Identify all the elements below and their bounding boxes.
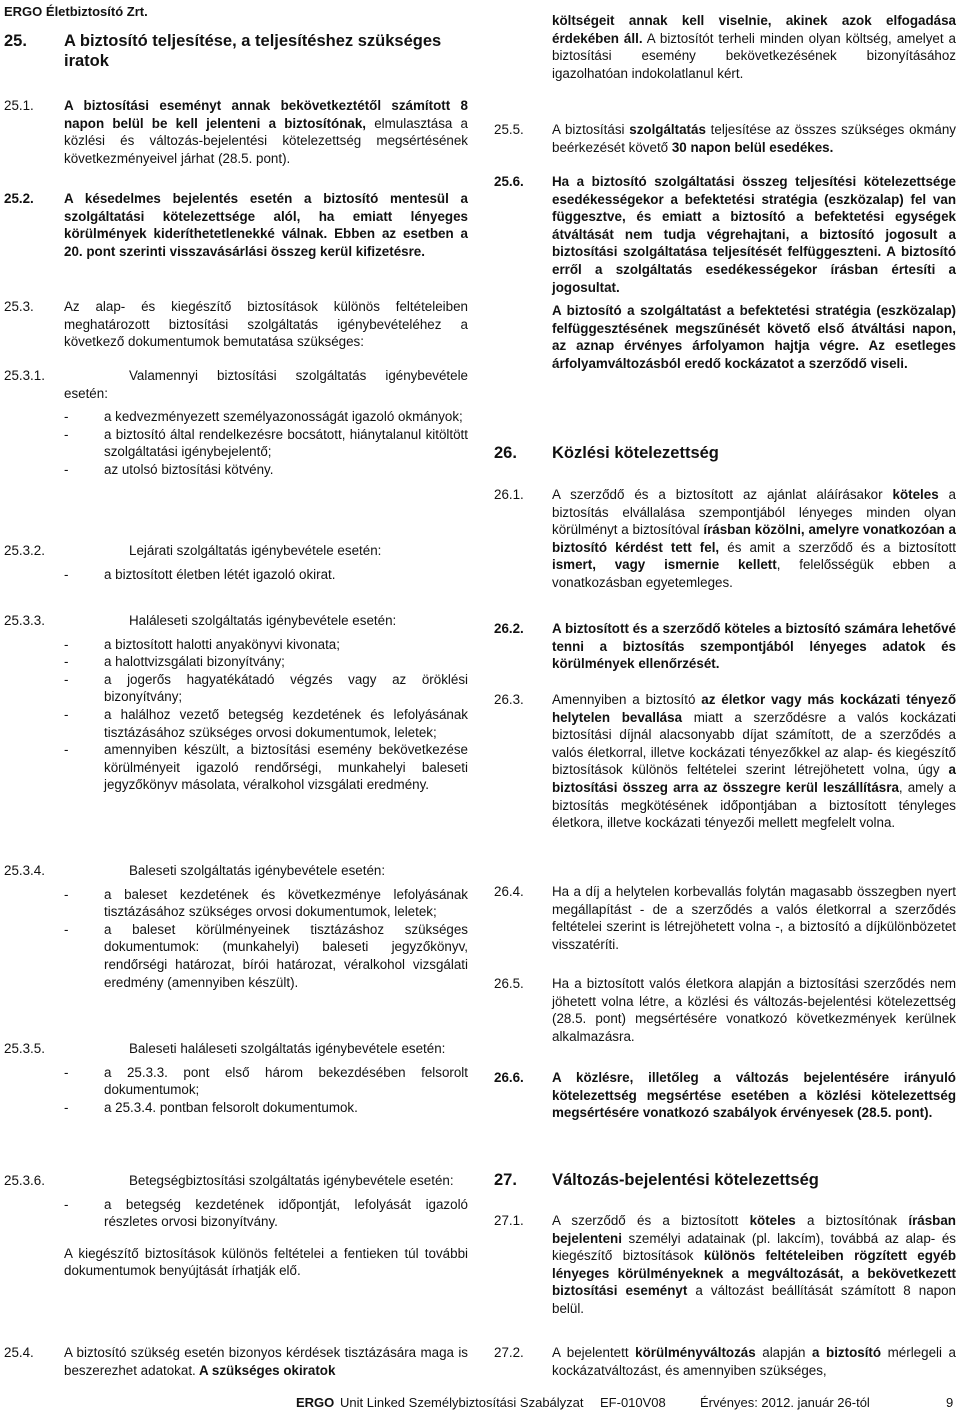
paragraph-27-2 [494, 1344, 956, 1379]
paragraph-text: Amennyiben a biztosító az életkor vagy más kockázati tényező helytelen bevallása miatt a szerződésre a valós kockázati biztosítási díjnál alacsonyabb díjat számított, de a szerződés a valós életkorral, illetve kockázati tényezőkkel az alap- és kiegészítő biztosítások különös feltételei szerint létrejöhetett volna, úgy a biztosítási összeg arra az összegre kerül leszállításra, amely a biztosítás megkötésének időpontjában a biztosított tényleges életkora, illetve kockázati tényezői mellett megfelelt volna. [552, 692, 957, 831]
paragraph-number: 27.1. [494, 1213, 524, 1228]
section-25-heading [4, 31, 468, 71]
paragraph-text: A közlésre, illetőleg a változás bejelentésére irányuló kötelezettség megsértése esetében a közlési kötelezettség megsértésére vonatkozó szabályok érvényesek (28.5. pont). [552, 1070, 956, 1121]
list-item: - a biztosított életben létét igazoló okirat. [64, 566, 336, 582]
section-title: Változás-bejelentési kötelezettség [552, 1171, 819, 1189]
paragraph-text: Az alap- és kiegészítő biztosítások különös feltételeiben meghatározott biztosítási szolgáltatás igénybevételéhez a következő dokumentumok bemutatása szükséges: [64, 299, 468, 350]
paragraph-text: költségeit annak kell viselnie, akinek azok elfogadása érdekében áll. A biztosítót terheli minden olyan költség, amelyet a biztosítási esemény bekövetkezésének bizonyításához igazolhatóan indokolatlanul kért. [552, 13, 956, 81]
list [64, 886, 468, 992]
section-title: Közlési kötelezettség [552, 444, 719, 462]
paragraph-number: 25.6. [494, 174, 524, 189]
paragraph-number: 26.1. [494, 487, 524, 502]
list-item: - a baleset kezdetének és következménye lefolyásának tisztázásához szükséges orvosi dokumentumok, leletek; [64, 886, 468, 920]
paragraph-text: A szerződő és a biztosított az ajánlat aláírásakor köteles a biztosítás elvállalása szempontjából lényeges minden olyan körülményt a biztosítóval írásban közölni, amelyre vonatkozóan a biztosító kérdést tett fel, és amit a szerződő és a biztosított ismert, vagy ismernie kellett, felelősségük ebben a vonatkozásban egyetemleges. [552, 487, 957, 590]
paragraph-number: 25.3.1. [4, 368, 45, 383]
paragraph-number: 25.3.5. [4, 1041, 45, 1056]
list [64, 1064, 468, 1117]
paragraph-text: Baleseti szolgáltatás igénybevétele esetén: [129, 863, 386, 878]
paragraph-25-6 [494, 173, 956, 373]
paragraph-text: Ha a díj a helytelen korbevallás folytán magasabb összegben nyert megállapítást - de a szerződés a valós életkorral a szerződés feltételei szerint is létrejöhetett volna -, a biztosító a díjkülönbözetet visszatéríti. [552, 884, 956, 952]
paragraph-25-3-5 [4, 1040, 468, 1116]
paragraph-number: 25.1. [4, 98, 34, 113]
section-number: 25. [4, 32, 27, 50]
paragraph-text: Lejárati szolgáltatás igénybevétele esetén: [129, 543, 382, 558]
list-item: - az utolsó biztosítási kötvény. [64, 461, 274, 477]
list-item: - a jogerős hagyatékátadó végzés vagy az öröklési bizonyítvány; [64, 671, 468, 705]
paragraph-25-3-1 [4, 367, 468, 479]
section-26-heading [494, 443, 956, 463]
company-name: ERGO Életbiztosító Zrt. [4, 4, 148, 19]
section-number: 26. [494, 444, 517, 462]
paragraph-text: A biztosított és a szerződő köteles a biztosító számára lehetővé tenni a biztosítás szempontjából lényeges adatok és körülmények ellenőrzését. [552, 621, 956, 672]
page-number: 9 [946, 1395, 954, 1410]
section-27-heading [494, 1170, 956, 1190]
paragraph-number: 26.3. [494, 692, 524, 707]
list [64, 566, 468, 584]
paragraph-number: 27.2. [494, 1345, 524, 1360]
list [64, 636, 468, 794]
paragraph-number: 26.4. [494, 884, 524, 899]
paragraph-text: Betegségbiztosítási szolgáltatás igénybevétele esetén: [129, 1173, 454, 1188]
footer-document-title: Unit Linked Személybiztosítási Szabályzat [340, 1395, 584, 1410]
paragraph-number: 25.5. [494, 122, 524, 137]
paragraph-number: 25.2. [4, 191, 34, 206]
paragraph-text [64, 97, 468, 167]
list-item: - a 25.3.3. pont első három bekezdésében felsorolt dokumentumok; [64, 1064, 468, 1098]
paragraph-25-2 [4, 190, 468, 260]
paragraph-25-4 [4, 1344, 468, 1379]
list-item: - amennyiben készült, a biztosítási esemény bekövetkezése körülményeit igazoló rendőrségi, munkahelyi baleseti jegyzőkönyv másolata, véralkohol vizsgálati eredmény. [64, 742, 468, 793]
paragraph-text-2: A biztosító a szolgáltatást a befektetési stratégia (eszközalap) felfüggesztésének megszűnését követő első átváltási napon, az aznap érvényes árfolyamon hajtja végre. Az esetleges árfolyamváltozásból eredő kockázatot a szerződő viseli. [552, 303, 956, 371]
paragraph-number: 26.6. [494, 1070, 524, 1085]
section-number: 27. [494, 1171, 517, 1189]
footer-code: EF-010V08 [600, 1395, 666, 1410]
list-item: - a biztosított halotti anyakönyvi kivonata; [64, 636, 340, 652]
paragraph-26-5 [494, 975, 956, 1045]
list [64, 408, 468, 478]
paragraph-number: 25.3.6. [4, 1173, 45, 1188]
bold-text: A biztosítási eseményt annak bekövetkeztétől számított 8 napon belül be kell jelenteni a biztosítónak, [64, 98, 468, 131]
paragraph-25-5 [494, 121, 956, 156]
list-item: - a biztosító által rendelkezésre bocsátott, hiánytalanul kitöltött szolgáltatási igénybejelentő; [64, 426, 468, 460]
paragraph-25-4-continued [494, 12, 956, 82]
paragraph-25-3-4 [4, 862, 468, 991]
paragraph-25-1 [4, 97, 468, 167]
paragraph-number: 25.3.3. [4, 613, 45, 628]
paragraph-number: 25.3. [4, 299, 34, 314]
paragraph-26-3 [494, 691, 956, 832]
paragraph-26-4 [494, 883, 956, 953]
paragraph-25-3-6 [4, 1172, 468, 1280]
paragraph-25-3-2 [4, 542, 468, 583]
list-item: - a baleset körülményeinek tisztázáshoz szükséges dokumentumok: (munkahelyi) baleseti jegyzőkönyv, rendőrségi határozat, bírói határozat, véralkohol vizsgálati eredmény (amennyiben készült). [64, 921, 468, 990]
paragraph-number: 26.5. [494, 976, 524, 991]
paragraph-text: Haláleseti szolgáltatás igénybevétele esetén: [129, 613, 397, 628]
paragraph-25-3 [4, 298, 468, 351]
list-item: - a betegség kezdetének időpontját, lefolyását igazoló részletes orvosi bizonyítvány. [64, 1196, 468, 1230]
paragraph-number: 25.3.4. [4, 863, 45, 878]
list-item: - a halottvizsgálati bizonyítvány; [64, 654, 285, 670]
paragraph-text: A késedelmes bejelentés esetén a biztosító mentesül a szolgáltatási kötelezettsége alól, ha emiatt lényeges körülmények kideríthetetlenekké válnak. Ebben az esetben a 20. pont szerinti visszavásárlási összeg kerül kifizetésre. [64, 191, 468, 259]
paragraph-text: Valamennyi biztosítási szolgáltatás igénybevétele esetén: [64, 368, 468, 401]
paragraph-text: A biztosítási szolgáltatás teljesítése az összes szükséges okmány beérkezését követő 30 napon belül esedékes. [552, 122, 956, 155]
paragraph-text: A biztosító szükség esetén bizonyos kérdések tisztázására maga is beszerezhet adatokat. A szükséges okiratok [64, 1345, 468, 1378]
list-item: - a 25.3.4. pontban felsorolt dokumentumok. [64, 1099, 358, 1115]
paragraph-text: Baleseti haláleseti szolgáltatás igénybevétele esetén: [129, 1041, 446, 1056]
paragraph-number: 26.2. [494, 621, 524, 636]
paragraph-text: A bejelentett körülményváltozás alapján a biztosító mérlegeli a kockázatváltozást, és amennyiben szükséges, [552, 1345, 956, 1378]
list [64, 1196, 468, 1231]
list-item: - a kedvezményezett személyazonosságát igazoló okmányok; [64, 409, 463, 425]
paragraph-number: 25.4. [4, 1345, 34, 1360]
paragraph-text: A szerződő és a biztosított köteles a biztosítónak írásban bejelenteni személyi adatainak (pl. lakcím), továbbá az alap- és kiegészítő biztosítások különös feltételeiben rögzített egyéb lényeges körülményeknek a megváltozását, a bekövetkezett biztosítási eseményt a változást beállítását számított 8 napon belül. [552, 1213, 957, 1316]
paragraph-27-1 [494, 1212, 956, 1318]
paragraph-26-6 [494, 1069, 956, 1122]
paragraph-26-2 [494, 620, 956, 673]
plain-text: elmulasztása a közlési és változás-bejelentési kötelezettség megsértésének következményeivel járhat (28.5. pont). [64, 115, 468, 166]
paragraph-26-1 [494, 486, 956, 592]
section-title: A biztosító teljesítése, a teljesítéshez szükséges iratok [64, 32, 442, 70]
paragraph-text: Ha a biztosító szolgáltatási összeg teljesítési kötelezettsége esedékességekor a befektetési stratégia (eszközalap) fel van függesztve, és emiatt a biztosító a befektetési egységek átváltását nem tudja végrehajtani, a biztosító jogosult a biztosítási szolgáltatása teljesítését felfüggeszteni. A biztosító erről a szolgáltatás esedékességekor írásban értesíti a jogosultat. [552, 174, 956, 295]
paragraph-25-3-3 [4, 612, 468, 794]
footer-validity: Érvényes: 2012. január 26-tól [700, 1395, 870, 1410]
paragraph-text: Ha a biztosított valós életkora alapján a biztosítási szerződés nem jöhetett volna létre, a közlési és változás-bejelentési kötelezettség (28.5. pont) megsértésére vonatkozó következmények kerülnek alkalmazásra. [552, 976, 956, 1044]
list-item: - a halálhoz vezető betegség kezdetének és lefolyásának tisztázásához szükséges orvosi dokumentumok, leletek; [64, 706, 468, 740]
footer-brand: ERGO [296, 1395, 335, 1410]
extra-note: A kiegészítő biztosítások különös feltételei a fentieken túl további dokumentumok benyújtását írhatják elő. [64, 1245, 468, 1279]
paragraph-number: 25.3.2. [4, 543, 45, 558]
